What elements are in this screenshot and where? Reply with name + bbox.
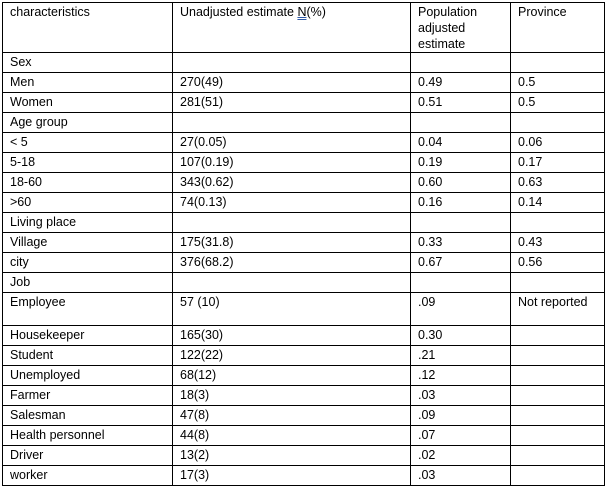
cell-characteristic: Salesman [3, 406, 173, 426]
cell-characteristic: >60 [3, 193, 173, 213]
header-unadjusted-suffix: (%) [306, 5, 326, 19]
cell-characteristic: worker [3, 466, 173, 486]
cell-unadjusted: 44(8) [173, 426, 411, 446]
cell-unadjusted: 17(3) [173, 466, 411, 486]
cell-population-adjusted: .02 [411, 446, 511, 466]
cell-province [511, 53, 605, 73]
cell-characteristic: city [3, 253, 173, 273]
header-population-adjusted: Population adjusted estimate [411, 3, 511, 53]
table-row [3, 446, 605, 466]
table-row [3, 466, 605, 486]
cell-unadjusted: 122(22) [173, 346, 411, 366]
table-row [3, 173, 605, 193]
cell-unadjusted: 281(51) [173, 93, 411, 113]
cell-population-adjusted [411, 273, 511, 293]
cell-population-adjusted: .09 [411, 293, 511, 326]
cell-population-adjusted: 0.16 [411, 193, 511, 213]
cell-characteristic: Sex [3, 53, 173, 73]
header-characteristics: characteristics [3, 3, 173, 53]
cell-population-adjusted: 0.19 [411, 153, 511, 173]
cell-unadjusted: 107(0.19) [173, 153, 411, 173]
table-row [3, 386, 605, 406]
cell-unadjusted: 13(2) [173, 446, 411, 466]
cell-unadjusted: 376(68.2) [173, 253, 411, 273]
characteristics-table [2, 2, 605, 486]
cell-unadjusted: 27(0.05) [173, 133, 411, 153]
cell-characteristic: Driver [3, 446, 173, 466]
table-row [3, 133, 605, 153]
table-row [3, 153, 605, 173]
cell-population-adjusted: 0.60 [411, 173, 511, 193]
cell-population-adjusted: .03 [411, 386, 511, 406]
cell-unadjusted: 74(0.13) [173, 193, 411, 213]
cell-characteristic: Farmer [3, 386, 173, 406]
cell-characteristic: Housekeeper [3, 326, 173, 346]
cell-unadjusted: 270(49) [173, 73, 411, 93]
cell-characteristic: Employee [3, 293, 173, 326]
cell-population-adjusted: .07 [411, 426, 511, 446]
cell-population-adjusted: .12 [411, 366, 511, 386]
cell-unadjusted [173, 53, 411, 73]
cell-characteristic: Health personnel [3, 426, 173, 446]
cell-province: 0.5 [511, 73, 605, 93]
cell-characteristic: Job [3, 273, 173, 293]
table-row [3, 73, 605, 93]
cell-unadjusted: 57 (10) [173, 293, 411, 326]
cell-characteristic: Age group [3, 113, 173, 133]
table-row [3, 406, 605, 426]
cell-unadjusted: 47(8) [173, 406, 411, 426]
table-body [3, 3, 605, 486]
cell-population-adjusted: 0.30 [411, 326, 511, 346]
table-row [3, 326, 605, 346]
cell-characteristic: Living place [3, 213, 173, 233]
table-row [3, 426, 605, 446]
cell-characteristic: Men [3, 73, 173, 93]
section-row [3, 273, 605, 293]
header-province: Province [511, 3, 605, 53]
cell-province [511, 113, 605, 133]
cell-province [511, 346, 605, 366]
section-row [3, 213, 605, 233]
cell-characteristic: Women [3, 93, 173, 113]
cell-characteristic: < 5 [3, 133, 173, 153]
cell-population-adjusted: .03 [411, 466, 511, 486]
section-row [3, 113, 605, 133]
cell-province [511, 273, 605, 293]
header-unadjusted-prefix: Unadjusted estimate [180, 5, 298, 19]
cell-province: 0.56 [511, 253, 605, 273]
cell-population-adjusted: 0.67 [411, 253, 511, 273]
cell-province [511, 466, 605, 486]
cell-population-adjusted: 0.33 [411, 233, 511, 253]
cell-population-adjusted: 0.04 [411, 133, 511, 153]
cell-population-adjusted [411, 53, 511, 73]
cell-unadjusted: 343(0.62) [173, 173, 411, 193]
cell-province: 0.14 [511, 193, 605, 213]
header-row [3, 3, 605, 53]
cell-unadjusted [173, 213, 411, 233]
cell-province [511, 446, 605, 466]
table-row [3, 233, 605, 253]
cell-unadjusted [173, 113, 411, 133]
cell-province [511, 426, 605, 446]
cell-characteristic: 18-60 [3, 173, 173, 193]
cell-unadjusted [173, 273, 411, 293]
cell-population-adjusted: .21 [411, 346, 511, 366]
table-row [3, 366, 605, 386]
cell-unadjusted: 165(30) [173, 326, 411, 346]
cell-population-adjusted: 0.51 [411, 93, 511, 113]
cell-province: 0.17 [511, 153, 605, 173]
cell-characteristic: Village [3, 233, 173, 253]
cell-province: 0.43 [511, 233, 605, 253]
cell-characteristic: Student [3, 346, 173, 366]
cell-province [511, 386, 605, 406]
section-row [3, 53, 605, 73]
cell-province [511, 406, 605, 426]
cell-province [511, 213, 605, 233]
cell-unadjusted: 68(12) [173, 366, 411, 386]
cell-population-adjusted: .09 [411, 406, 511, 426]
cell-population-adjusted: 0.49 [411, 73, 511, 93]
table-row [3, 253, 605, 273]
cell-province [511, 326, 605, 346]
header-unadjusted-estimate [173, 3, 411, 53]
table-row [3, 293, 605, 326]
header-unadjusted-n: N [297, 5, 307, 19]
cell-province: 0.63 [511, 173, 605, 193]
cell-population-adjusted [411, 213, 511, 233]
cell-population-adjusted [411, 113, 511, 133]
cell-unadjusted: 175(31.8) [173, 233, 411, 253]
table-row [3, 93, 605, 113]
cell-province: Not reported [511, 293, 605, 326]
cell-province [511, 366, 605, 386]
cell-characteristic: 5-18 [3, 153, 173, 173]
table-row [3, 193, 605, 213]
cell-province: 0.5 [511, 93, 605, 113]
cell-unadjusted: 18(3) [173, 386, 411, 406]
cell-province: 0.06 [511, 133, 605, 153]
table-row [3, 346, 605, 366]
cell-characteristic: Unemployed [3, 366, 173, 386]
